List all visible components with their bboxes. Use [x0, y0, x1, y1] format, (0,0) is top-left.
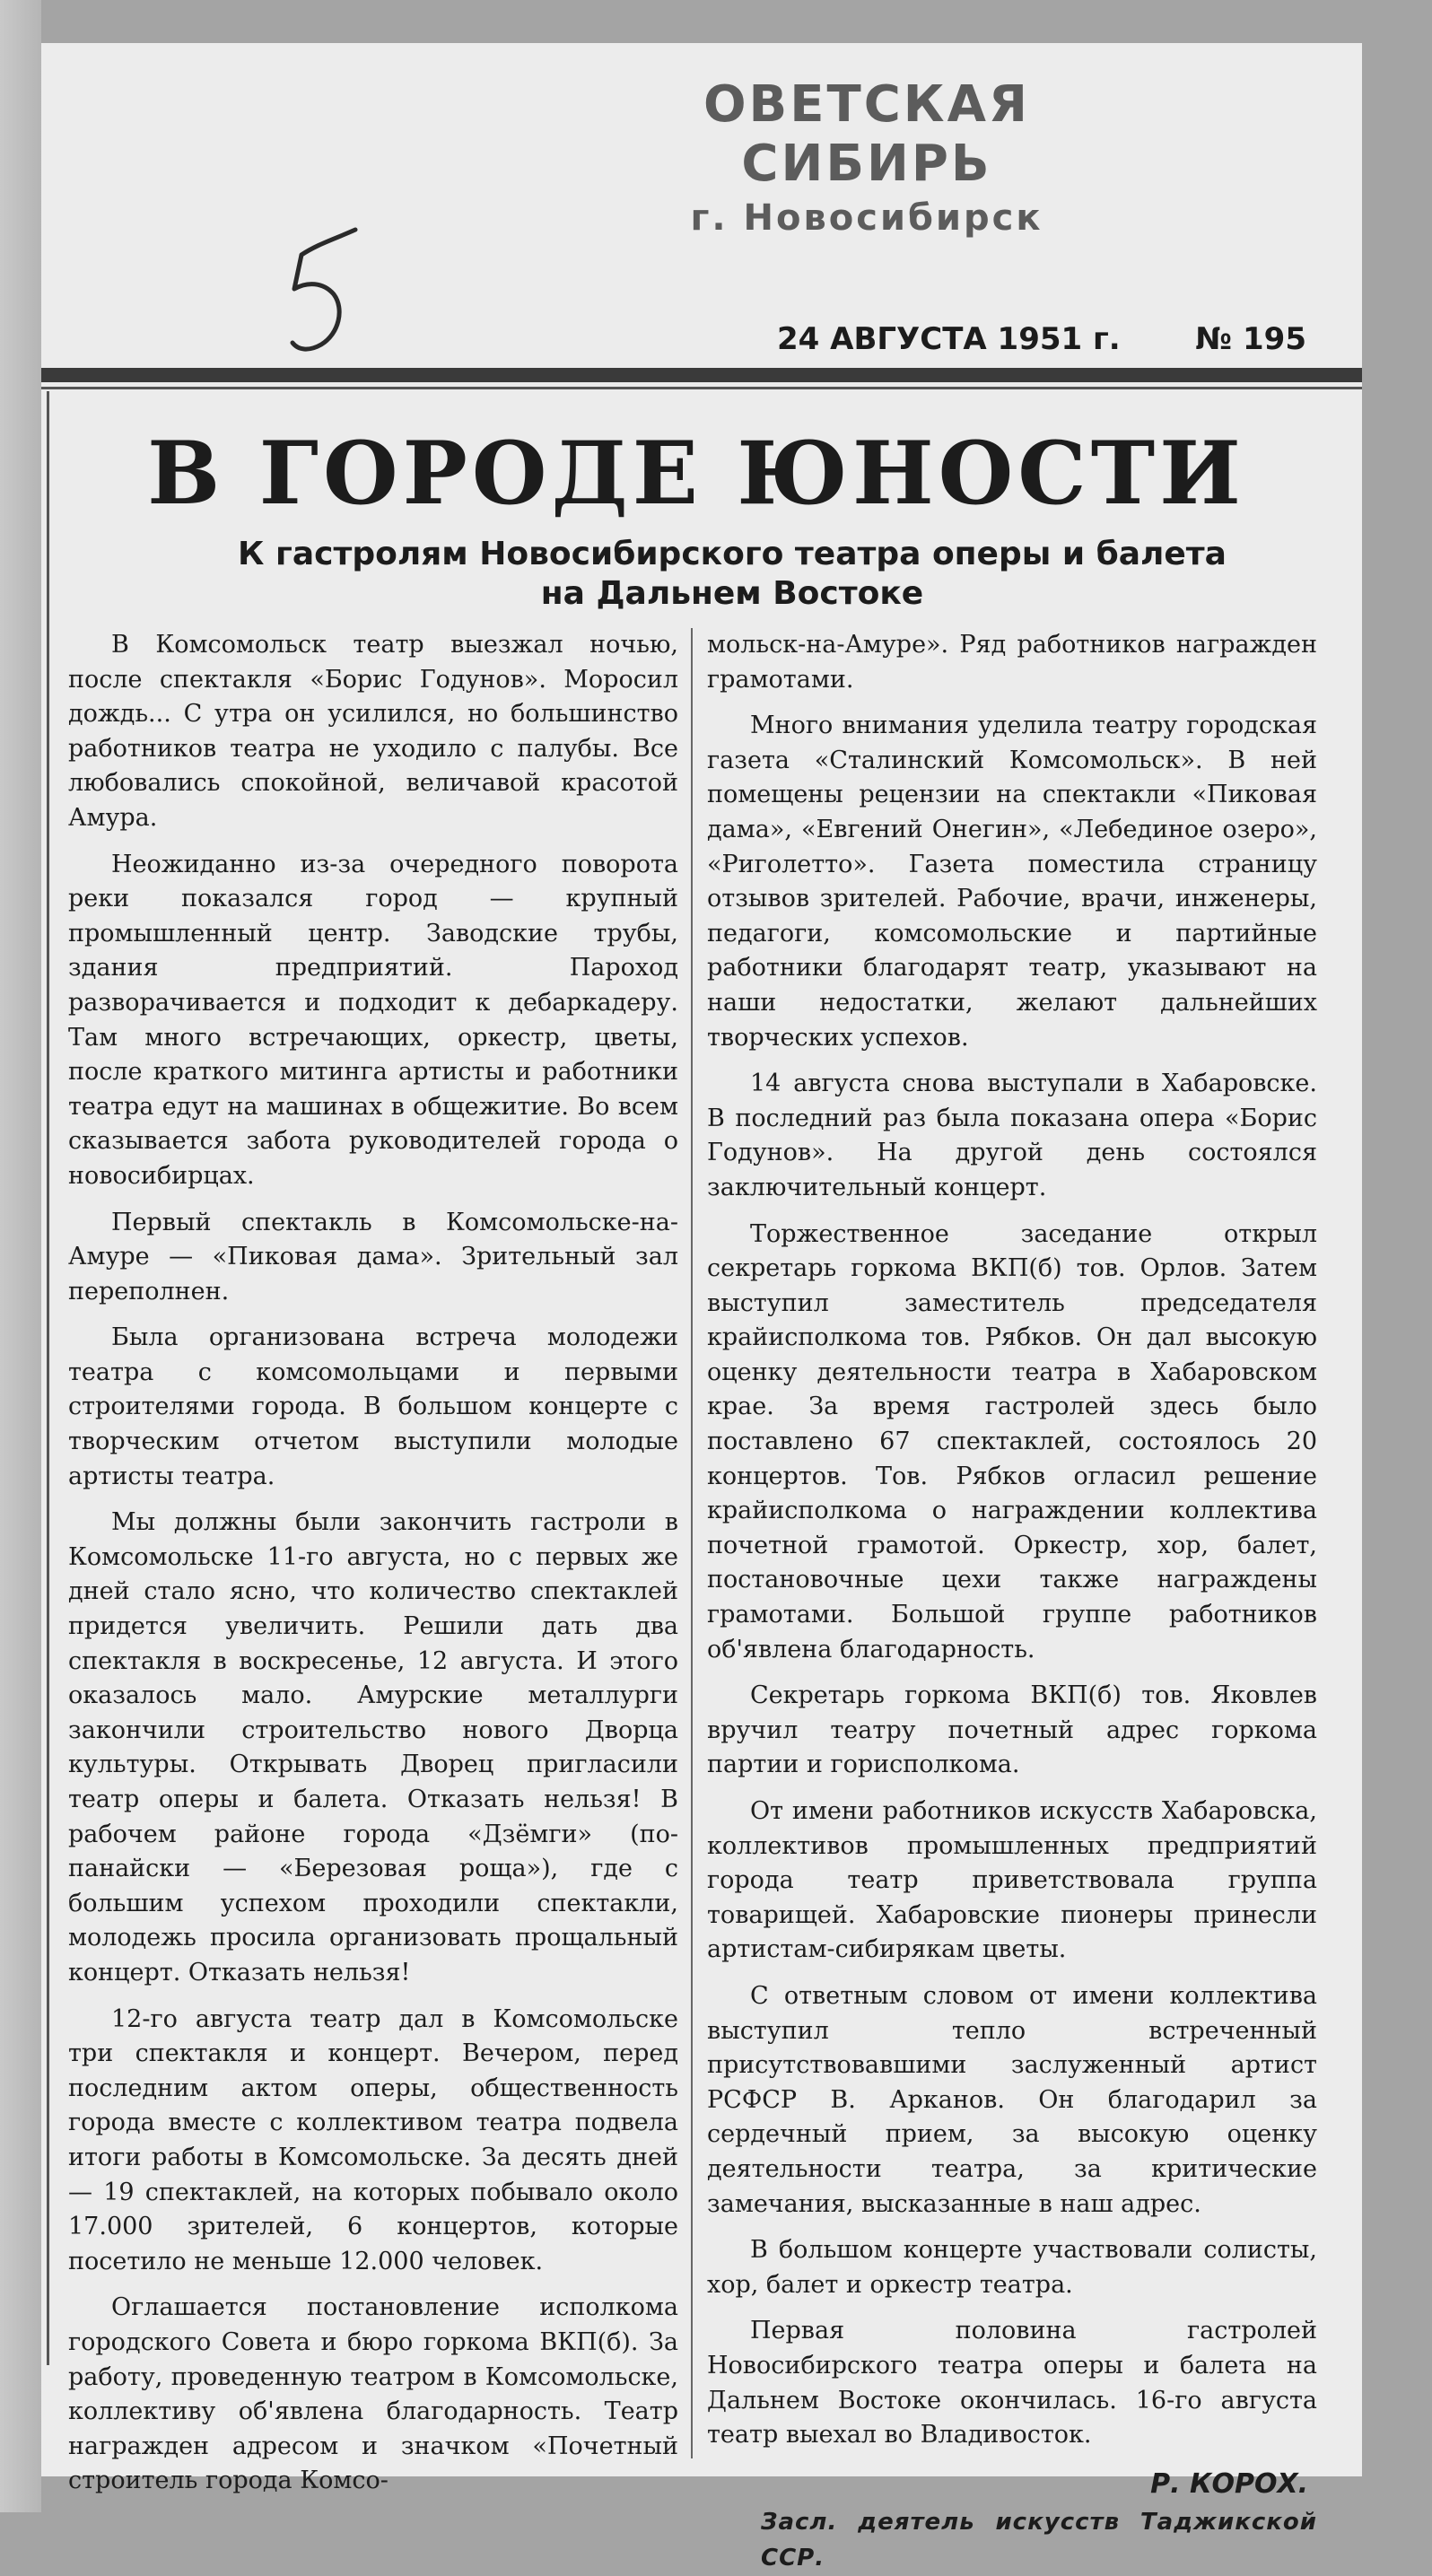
author-signature [707, 2465, 1317, 2576]
author-name: Р. КОРОХ. [1150, 2467, 1308, 2500]
paragraph: 12-го августа театр дал в Комсомольске три спектакля и концерт. Вечером, перед последним актом оперы, общественность города вместе с коллективом театра подвела итоги работы в Комсомольске. За десять дней — 19 спектаклей, на которых побывало около 17.000 зрителей, 6 концертов, которые посетило не меньше 12.000 человек. [68, 2004, 678, 2275]
paragraph-continuation: мольск-на-Амуре». Ряд работников награжден грамотами. [707, 631, 1317, 694]
masthead-stamp [580, 75, 1154, 242]
author-title: Засл. деятель искусств Таджикской ССР. [761, 2508, 1317, 2572]
paragraph: Секретарь горкома ВКП(б) тов. Яковлев вручил театру почетный адрес горкома партии и горисполкома. [707, 1681, 1317, 1779]
scan-background-edge [0, 0, 41, 2512]
paragraph: Первый спектакль в Комсомольске-на-Амуре — «Пиковая дама». Зрительный зал переполнен. [68, 1208, 678, 1305]
newspaper-city: г. Новосибирск [690, 197, 1043, 239]
paragraph: Первая половина гастролей Новосибирского театра оперы и балета на Дальнем Востоке окончилась. 16-го августа театр выехал во Владивосток. [707, 2317, 1317, 2449]
handwritten-number-icon [282, 219, 362, 362]
left-border-rule [47, 391, 49, 2365]
issue-date: 24 АВГУСТА 1951 г. [777, 321, 1121, 357]
paragraph: От имени работников искусств Хабаровска, коллективов промышленных предприятий города театр приветствовала группа товарищей. Хабаровские пионеры принесли артистам-сибирякам цветы. [707, 1797, 1317, 1964]
newspaper-clipping [41, 43, 1362, 2572]
subtitle-line-1: К гастролям Новосибирского театра оперы и балета [238, 536, 1227, 572]
article-column-left [68, 628, 678, 2511]
paragraph: С ответным словом от имени коллектива выступил тепло встреченный присутствовавшими заслуженный артист РСФСР В. Арканов. Он благодарил за сердечный прием, за высокую оценку деятельности театра, за критические замечания, высказанные в наш адрес. [707, 1981, 1317, 2218]
header-rule [41, 368, 1362, 382]
newspaper-name: ОВЕТСКАЯ СИБИРЬ [703, 75, 1031, 193]
paragraph: Оглашается постановление исполкома городского Совета и бюро горкома ВКП(б). За работу, проведенную театром в Комсомольске, коллективу об'явлена благодарность. Театр награжден адресом и значком «Почетный строитель города Комсо- [68, 2293, 678, 2495]
paragraph: Много внимания уделила театру городская газета «Сталинский Комсомольск». В ней помещены рецензии на спектакли «Пиковая дама», «Евгений Онегин», «Лебединое озеро», «Риголетто». Газета поместила страницу отзывов зрителей. Рабочие, врачи, инженеры, педагоги, комсомольские и партийные работники благодарят театр, указывают на наши недостатки, желают дальнейших творческих успехов. [707, 712, 1317, 1052]
paragraph: Торжественное заседание открыл секретарь горкома ВКП(б) тов. Орлов. Затем выступил заместитель председателя крайисполкома тов. Рябков. Он дал высокую оценку деятельности театра в Хабаровском крае. За время гастролей здесь было поставлено 67 спектаклей, состоялось 20 концертов. Тов. Рябков огласил решение крайисполкома о награждении коллектива почетной грамотой. Оркестр, хор, балет, постановочные цехи также награждены грамотами. Большой группе работников об'явлена благодарность. [707, 1219, 1317, 1663]
subtitle-line-2: на Дальнем Востоке [540, 575, 924, 612]
paragraph: Неожиданно из-за очередного поворота реки показался город — крупный промышленный центр. Заводские трубы, здания предприятий. Пароход разворачивается и подходит к дебаркадеру. Там много встречающих, оркестр, цветы, после краткого митинга артисты и работники театра едут на машинах в общежитие. Во всем сказывается забота руководителей города о новосибирцах. [68, 850, 678, 1190]
article-subtitle [131, 535, 1333, 614]
issue-number: № 195 [1195, 321, 1306, 357]
paragraph: В большом концерте участвовали солисты, хор, балет и оркестр театра. [707, 2236, 1317, 2299]
article-title: В ГОРОДЕ ЮНОСТИ [147, 423, 1245, 524]
paragraph: В Комсомольск театр выезжал ночью, после спектакля «Борис Годунов». Моросил дождь... С утра он усилился, но большинство работников театра не уходило с палубы. Все любовались спокойной, величавой красотой Амура. [68, 631, 678, 832]
article-column-right [707, 628, 1317, 2576]
handwritten-mark [282, 219, 362, 362]
paragraph: 14 августа снова выступали в Хабаровске. В последний раз была показана опера «Борис Годунов». На другой день состоялся заключительный концерт. [707, 1070, 1317, 1201]
column-divider [691, 628, 693, 2458]
paragraph: Была организована встреча молодежи театра с комсомольцами и первыми строителями города. В большом концерте с творческим отчетом выступили молодые артисты театра. [68, 1323, 678, 1490]
paragraph: Мы должны были закончить гастроли в Комсомольске 11-го августа, но с первых же дней стало ясно, что количество спектаклей придется увеличить. Решили дать два спектакля в воскресенье, 12 августа. И этого оказалось мало. Амурские металлурги закончили строительство нового Дворца культуры. Открывать Дворец пригласили театр оперы и балета. Отказать нельзя! В рабочем районе города «Дзёмги» (по-панайски — «Березовая роща»), где с большим успехом проходили спектакли, молодежь просила организовать прощальный концерт. Отказать нельзя! [68, 1508, 678, 1987]
